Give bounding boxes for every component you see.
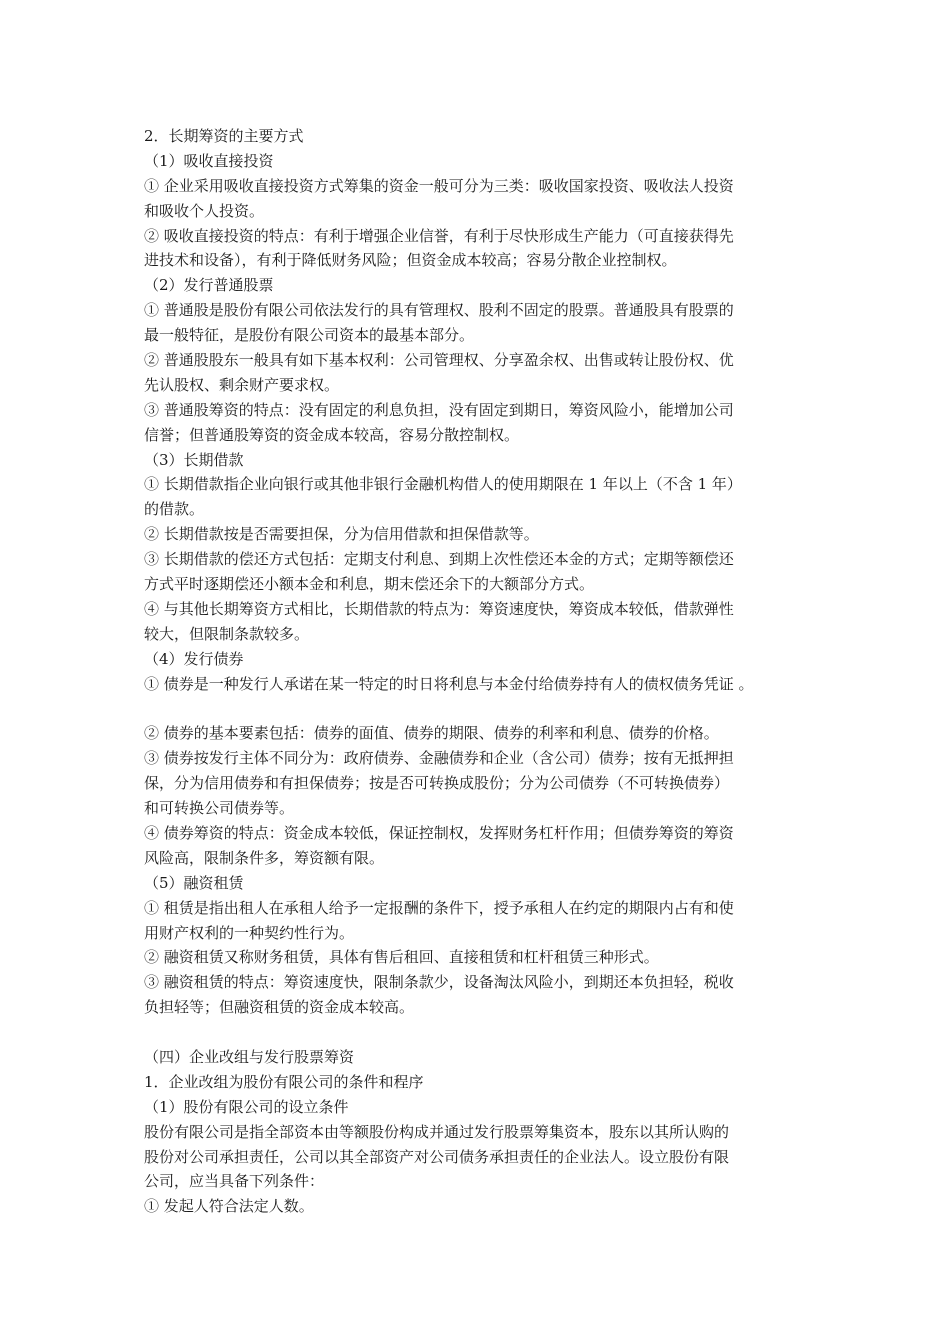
text-line: 1．企业改组为股份有限公司的条件和程序 <box>144 1072 424 1091</box>
text-line: 进技术和设备），有利于降低财务风险；但资金成本较高；容易分散企业控制权。 <box>144 251 677 270</box>
text-line: ① 发起人符合法定人数。 <box>144 1197 314 1216</box>
text-line: （5）融资租赁 <box>144 873 244 892</box>
text-line: 用财产权利的一种契约性行为。 <box>144 923 355 942</box>
text-line: 股份对公司承担责任，公司以其全部资产对公司债务承担责任的企业法人。设立股份有限 <box>144 1147 730 1166</box>
text-line: ③ 融资租赁的特点：筹资速度快，限制条款少，设备淘汰风险小，到期还本负担轻，税收 <box>144 973 734 992</box>
text-line: 公司，应当具备下列条件： <box>144 1172 325 1191</box>
text-line: 的借款。 <box>144 500 205 519</box>
text-line: 较大，但限制条款较多。 <box>144 624 310 643</box>
text-line: 2．长期筹资的主要方式 <box>144 127 304 145</box>
text-line: 保，分为信用债券和有担保债券；按是否可转换成股份；分为公司债券（不可转换债券） <box>144 774 730 793</box>
document-page <box>144 124 814 1219</box>
text-line: ② 债券的基本要素包括：债券的面值、债券的期限、债券的利率和利息、债券的价格。 <box>144 724 719 743</box>
text-line: （1）吸收直接投资 <box>144 151 274 170</box>
text-line: （4）发行债券 <box>144 649 244 668</box>
text-line: ③ 债券按发行主体不同分为：政府债券、金融债券和企业（含公司）债券；按有无抵押担 <box>144 749 734 768</box>
text-line: 方式平时逐期偿还小额本金和利息，期末偿还余下的大额部分方式。 <box>144 575 595 594</box>
text-line: ① 普通股是股份有限公司依法发行的具有管理权、股利不固定的股票。普通股具有股票的 <box>144 301 734 320</box>
text-line: ② 普通股股东一般具有如下基本权利：公司管理权、分享盈余权、出售或转让股份权、优 <box>144 351 734 370</box>
blank-line <box>144 696 814 721</box>
text-line: （3）长期借款 <box>144 450 244 469</box>
text-line: 负担轻等；但融资租赁的资金成本较高。 <box>144 998 415 1017</box>
text-line: ④ 债券筹资的特点：资金成本较低，保证控制权，发挥财务杠杆作用；但债券筹资的筹资 <box>144 823 734 842</box>
text-line: ② 融资租赁又称财务租赁，具体有售后租回、直接租赁和杠杆租赁三种形式。 <box>144 948 659 967</box>
text-line: ① 企业采用吸收直接投资方式筹集的资金一般可分为三类：吸收国家投资、吸收法人投资 <box>144 176 734 195</box>
text-line: ① 长期借款指企业向银行或其他非银行金融机构借人的使用期限在 1 年以上（不含 1 年） <box>144 475 742 494</box>
text-line: 先认股权、剩余财产要求权。 <box>144 375 340 394</box>
text-line: （2）发行普通股票 <box>144 276 274 295</box>
text-line: （1）股份有限公司的设立条件 <box>144 1097 349 1116</box>
text-line: 信誉；但普通股筹资的资金成本较高，容易分散控制权。 <box>144 425 520 444</box>
text-line: 和吸收个人投资。 <box>144 201 265 220</box>
text-line: 股份有限公司是指全部资本由等额股份构成并通过发行股票筹集资本，股东以其所认购的 <box>144 1122 730 1141</box>
text-line: ④ 与其他长期筹资方式相比，长期借款的特点为：筹资速度快，筹资成本较低，借款弹性 <box>144 599 734 618</box>
text-line: ② 长期借款按是否需要担保，分为信用借款和担保借款等。 <box>144 525 539 544</box>
text-line: ③ 长期借款的偿还方式包括：定期支付利息、到期上次性偿还本金的方式；定期等额偿还 <box>144 550 734 569</box>
text-line: ① 租赁是指出租人在承租人给予一定报酬的条件下，授予承租人在约定的期限内占有和使 <box>144 898 734 917</box>
text-line: 最一般特征，是股份有限公司资本的最基本部分。 <box>144 326 475 345</box>
text-line: ① 债券是一种发行人承诺在某一特定的时日将利息与本金付给债券持有人的债权债务凭证 。 <box>144 674 754 693</box>
text-line: 风险高，限制条件多，筹资额有限。 <box>144 848 385 867</box>
text-line: ③ 普通股筹资的特点：没有固定的利息负担，没有固定到期日，筹资风险小，能增加公司 <box>144 400 734 419</box>
blank-line <box>144 1020 814 1045</box>
text-line: （四）企业改组与发行股票筹资 <box>144 1047 355 1066</box>
text-line: ② 吸收直接投资的特点：有利于增强企业信誉，有利于尽快形成生产能力（可直接获得先 <box>144 226 734 245</box>
text-line: 和可转换公司债券等。 <box>144 799 295 818</box>
